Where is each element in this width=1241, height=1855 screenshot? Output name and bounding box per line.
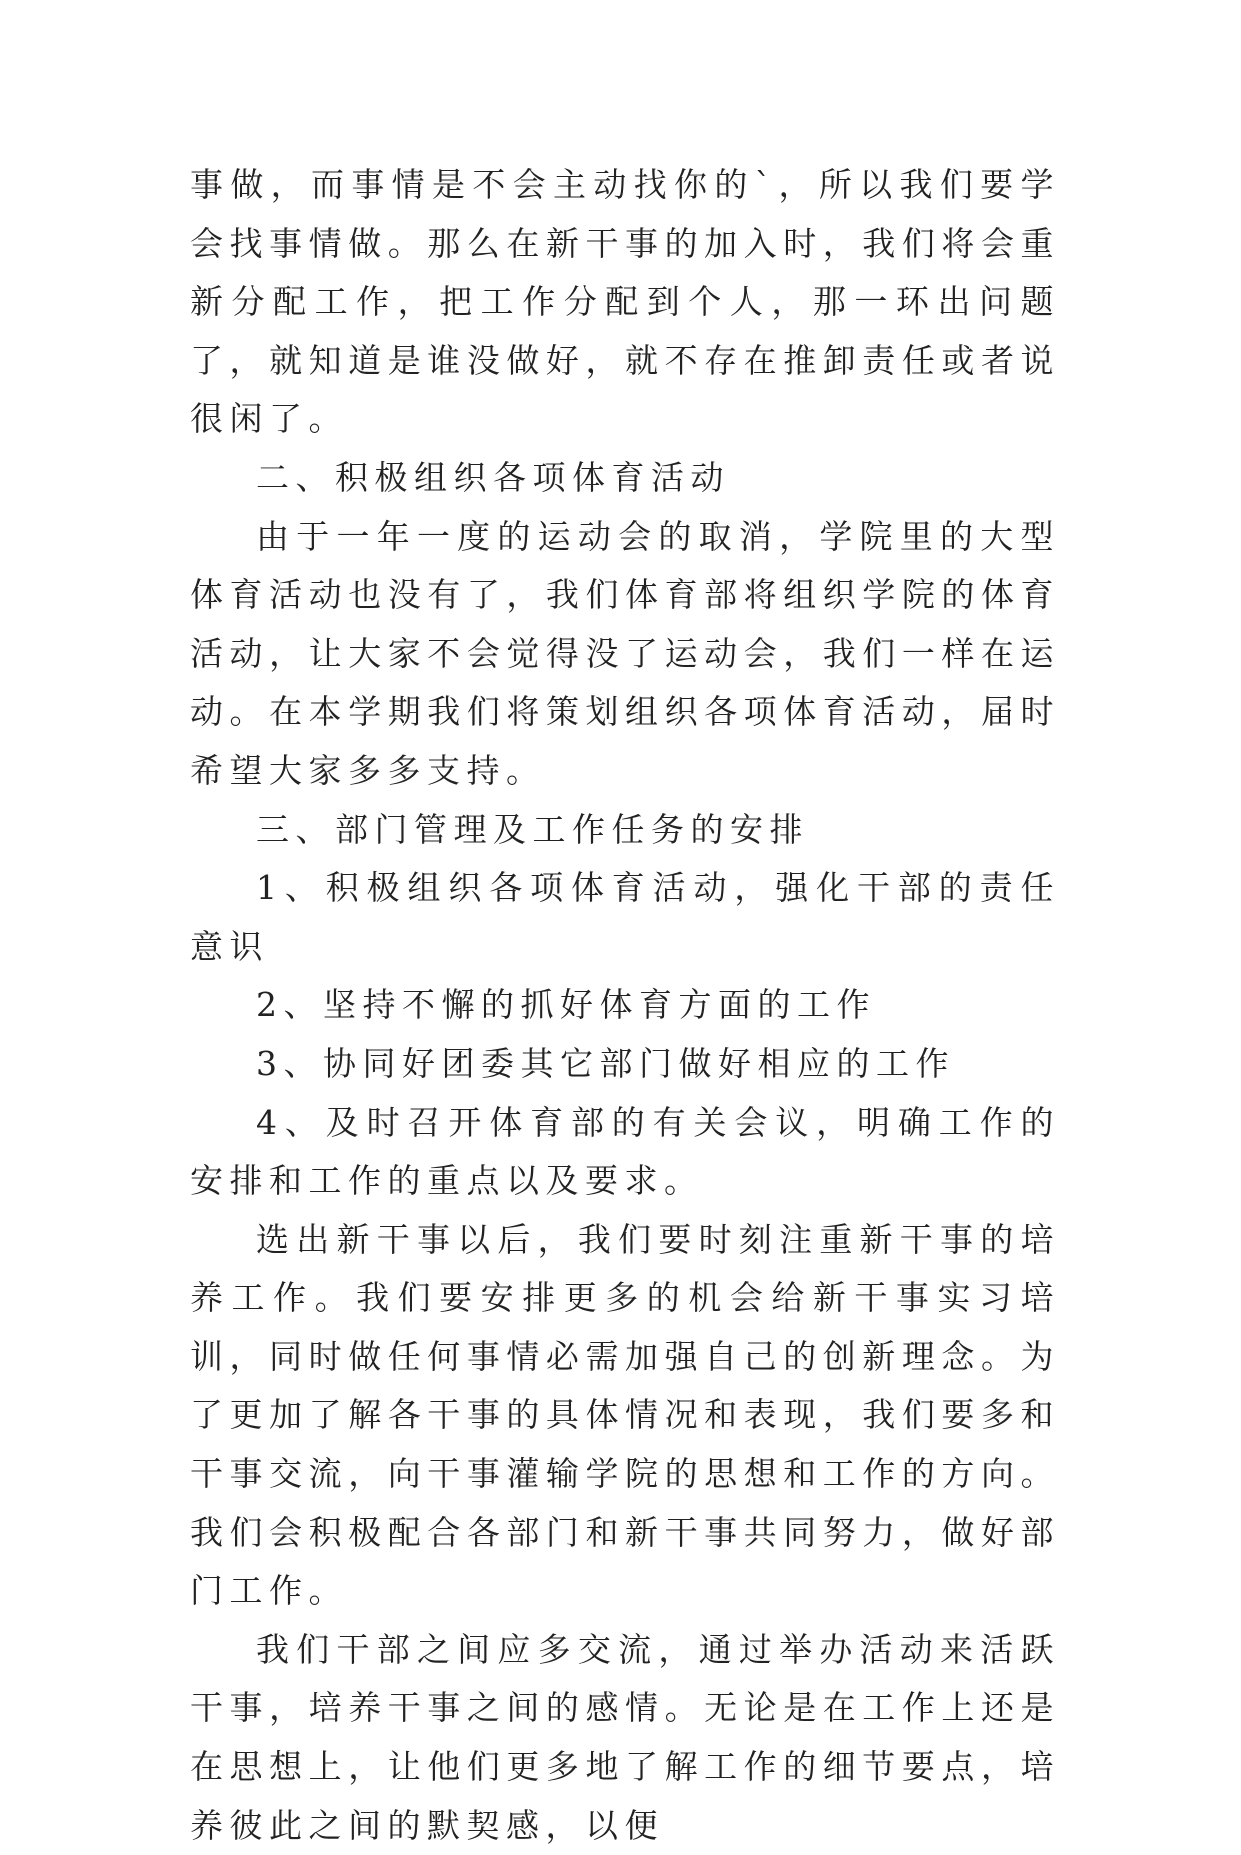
list-item-3: 3、协同好团委其它部门做好相应的工作: [256, 1043, 955, 1083]
paragraph-sports-activities: 由于一年一度的运动会的取消，学院里的大型体育活动也没有了，我们体育部将组织学院的体育活动，让大家不会觉得没了运动会，我们一样在运动。在本学期我们将策划组织各项体育活动，届时希望大家多多支持。: [190, 516, 1060, 790]
paragraph-communication: 我们干部之间应多交流，通过举办活动来活跃干事，培养干事之间的感情。无论是在工作上还是在思想上，让他们更多地了解工作的细节要点，培养彼此之间的默契感，以便: [190, 1629, 1060, 1845]
document-body: [190, 156, 1060, 1855]
heading-section-3: 三、部门管理及工作任务的安排: [256, 809, 809, 849]
list-item-2: 2、坚持不懈的抓好体育方面的工作: [256, 985, 876, 1025]
heading-section-2: 二、积极组织各项体育活动: [256, 457, 730, 497]
paragraph-continuation: 事做，而事情是不会主动找你的`，所以我们要学会找事情做。那么在新干事的加入时，我们将会重新分配工作，把工作分配到个人，那一环出问题了，就知道是谁没做好，就不存在推卸责任或者说很闲了。: [190, 165, 1060, 439]
paragraph-new-staff-training: 选出新干事以后，我们要时刻注重新干事的培养工作。我们要安排更多的机会给新干事实习培训，同时做任何事情必需加强自己的创新理念。为了更加了解各干事的具体情况和表现，我们要多和干事交流，向干事灌输学院的思想和工作的方向。我们会积极配合各部门和新干事共同努力，做好部门工作。: [190, 1219, 1060, 1611]
list-item-4: 4、及时召开体育部的有关会议，明确工作的安排和工作的重点以及要求。: [190, 1102, 1060, 1201]
list-item-1: 1、积极组织各项体育活动，强化干部的责任意识: [190, 868, 1060, 966]
